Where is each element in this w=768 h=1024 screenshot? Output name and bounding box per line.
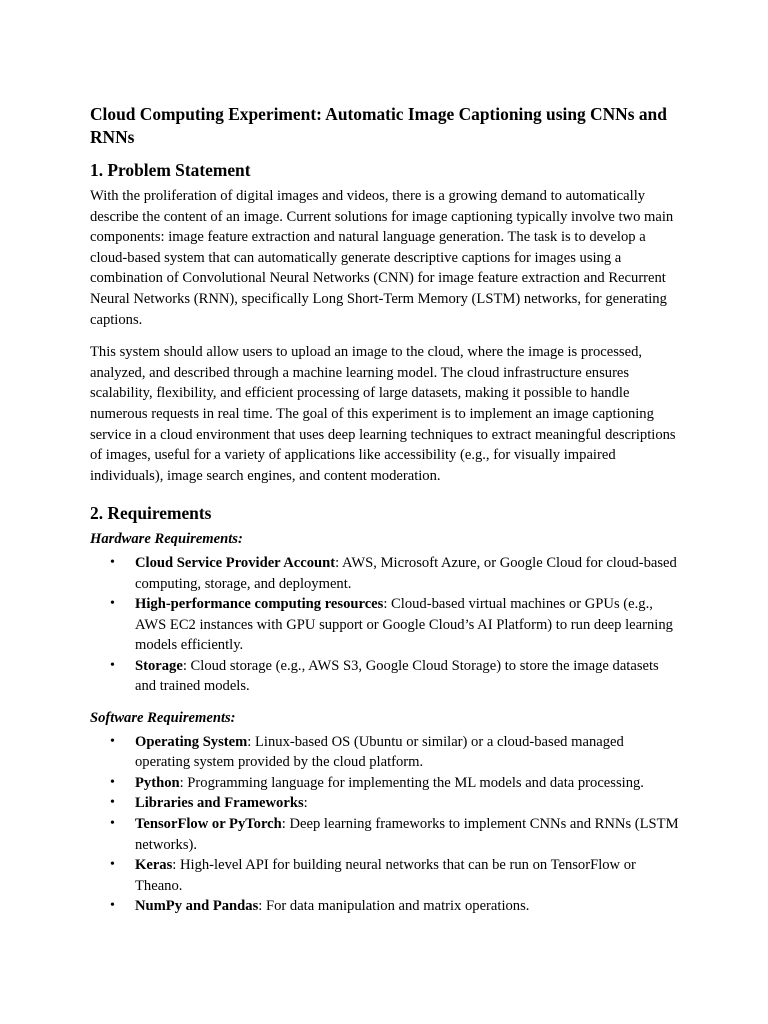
requirements-heading: 2. Requirements [90,503,212,524]
software-requirements-heading: Software Requirements: [90,710,236,727]
item-term: Python [135,774,180,791]
item-term: NumPy and Pandas [135,898,259,915]
bullet-icon: • [110,795,115,811]
item-text: : For data manipulation and matrix operations. [258,898,530,915]
problem-statement-heading: 1. Problem Statement [90,160,251,180]
hardware-requirements-list [90,553,682,697]
bullet-icon: • [110,733,115,749]
item-term: Cloud Service Provider Account [135,554,336,571]
list-item [90,773,682,794]
bullet-icon: • [110,898,115,914]
item-text: : Linux-based OS (Ubuntu or similar) or a cloud-based managed operating system provided by the cloud platform. [135,733,624,771]
hardware-requirements-heading: Hardware Requirements: [90,531,243,548]
item-term: Keras [135,857,173,874]
bullet-icon: • [110,596,115,612]
bullet-icon: • [110,774,115,790]
list-item [90,594,682,656]
item-text: : [303,795,308,812]
problem-paragraph-2: This system should allow users to upload an image to the cloud, where the image is processed, analyzed, and described through a machine learning model. The cloud infrastructure ensures scalability, flexibility, and efficient processing of large datasets, making it possible to handle numerous requests in real time. The goal of this experiment is to implement an image captioning service in a cloud environment that uses deep learning techniques to extract meaningful descriptions of images, useful for a variety of applications like accessibility (e.g., for visually impaired individuals), image search engines, and content moderation. [90,344,676,484]
bullet-icon: • [110,657,115,673]
list-item [90,814,682,855]
item-term: Operating System [135,733,248,750]
item-term: High-performance computing resources [135,596,384,613]
item-text: : Programming language for implementing the ML models and data processing. [179,774,644,791]
problem-paragraph-1: With the proliferation of digital images and videos, there is a growing demand to automatically describe the content of an image. Current solutions for image captioning typically involve two main components: image feature extraction and natural language generation. The task is to develop a cloud-based system that can automatically generate descriptive captions for images using a combination of Convolutional Neural Networks (CNN) for image feature extraction and Recurrent Neural Networks (RNN), specifically Long Short-Term Memory (LSTM) networks, for generating captions. [90,188,674,328]
item-text: : Deep learning frameworks to implement CNNs and RNNs (LSTM networks). [135,816,679,853]
item-term: Storage [135,657,183,674]
document-title: Cloud Computing Experiment: Automatic Image Captioning using CNNs and RNNs [90,104,667,147]
document-page [90,103,682,917]
list-item [90,896,682,917]
item-text: : High-level API for building neural networks that can be run on TensorFlow or Theano. [135,857,636,894]
list-item [90,732,682,773]
bullet-icon: • [110,554,115,570]
list-item [90,793,682,814]
bullet-icon: • [110,857,115,873]
software-requirements-list [90,732,682,917]
bullet-icon: • [110,816,115,832]
item-text: : AWS, Microsoft Azure, or Google Cloud for cloud-based computing, storage, and deployment. [135,554,677,592]
item-term: TensorFlow or PyTorch [135,816,282,833]
item-term: Libraries and Frameworks [135,795,304,812]
list-item [90,656,682,697]
item-text: : Cloud-based virtual machines or GPUs (e.g., AWS EC2 instances with GPU support or Google Cloud’s AI Platform) to run deep learning models efficiently. [135,596,673,654]
list-item [90,553,682,594]
list-item [90,855,682,896]
item-text: : Cloud storage (e.g., AWS S3, Google Cloud Storage) to store the image datasets and trained models. [135,657,659,695]
